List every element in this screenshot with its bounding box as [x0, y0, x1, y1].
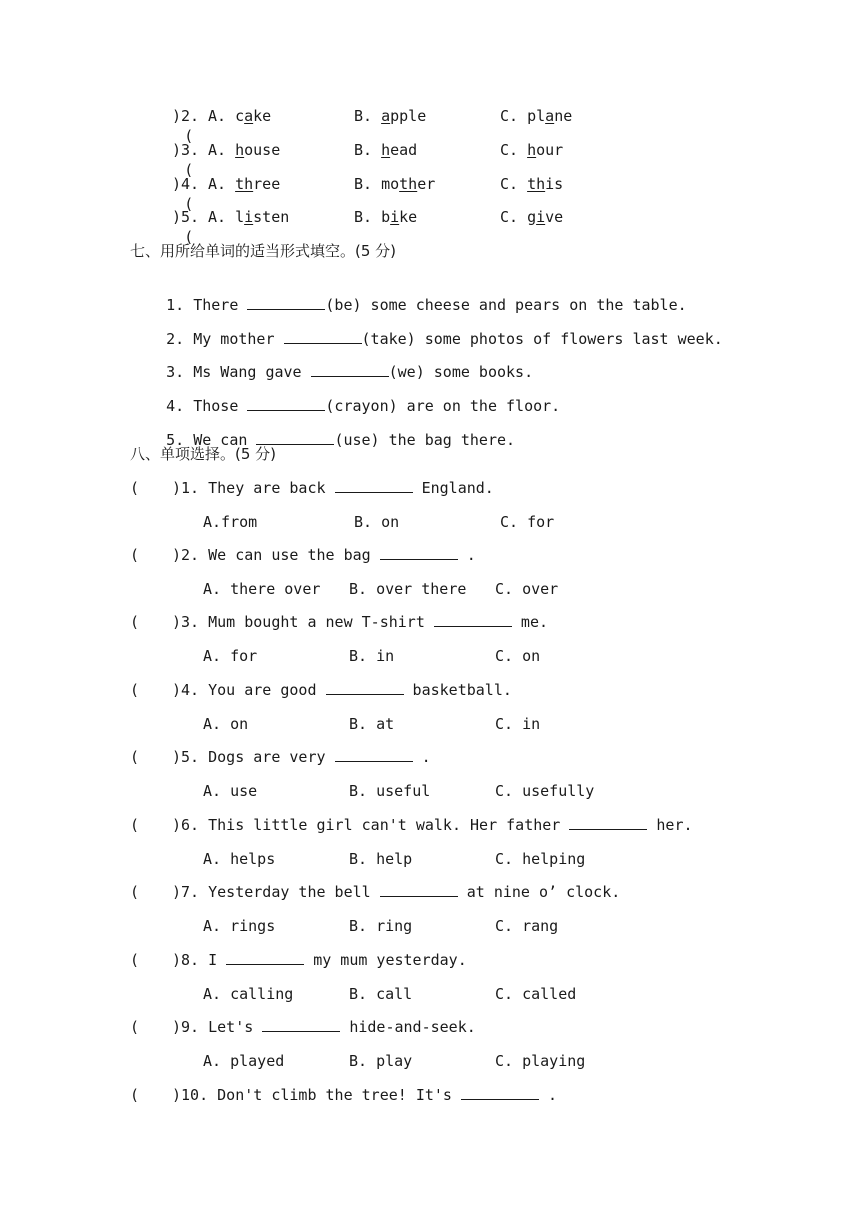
fill-text: (crayon) are on the floor.: [325, 397, 561, 415]
underlined-letters: a: [381, 107, 391, 125]
answer-blank[interactable]: [380, 882, 458, 897]
mc-question-5: [172, 747, 431, 767]
question-number: )5.: [172, 208, 200, 226]
question-text: .: [457, 546, 476, 564]
question-text: England.: [412, 479, 494, 497]
answer-blank[interactable]: [335, 478, 413, 493]
answer-paren[interactable]: (: [130, 883, 140, 901]
fill-text: 2. My mother: [166, 330, 284, 348]
question-text: Yesterday the bell: [208, 883, 380, 901]
question-number: )2.: [172, 546, 209, 564]
underlined-letters: h: [527, 141, 537, 159]
phonics-option-b: [354, 207, 417, 227]
mc-option-b[interactable]: B. ring: [349, 917, 413, 935]
answer-paren[interactable]: (: [130, 479, 140, 497]
answer-blank[interactable]: [461, 1085, 539, 1100]
word-part: ead: [390, 141, 418, 159]
fill-text: 4. Those: [166, 397, 248, 415]
phonics-row-4: [130, 174, 200, 213]
mc-option-a[interactable]: A. played: [203, 1052, 285, 1070]
question-text: her.: [647, 816, 693, 834]
word-part: l: [235, 208, 245, 226]
phonics-row-2: [130, 106, 200, 145]
fill-text: 5. We can: [166, 431, 257, 449]
mc-option-b[interactable]: B. play: [349, 1052, 413, 1070]
option-letter: C.: [500, 175, 528, 193]
underlined-letters: h: [235, 141, 245, 159]
option-letter: B.: [354, 175, 382, 193]
phonics-option-a: [208, 174, 280, 194]
answer-paren[interactable]: (: [130, 816, 140, 834]
answer-blank[interactable]: [380, 545, 458, 560]
question-number: )6.: [172, 816, 209, 834]
mc-option-b[interactable]: B. help: [349, 850, 413, 868]
mc-option-c[interactable]: C. usefully: [495, 782, 595, 800]
underlined-letters: i: [244, 208, 254, 226]
option-letter: C.: [500, 107, 528, 125]
word-part: our: [536, 141, 564, 159]
answer-blank[interactable]: [247, 295, 325, 310]
phonics-option-a: [208, 106, 271, 126]
question-text: Mum bought a new T-shirt: [208, 613, 434, 631]
fill-item-3: [130, 342, 534, 381]
phonics-option-a: [208, 140, 280, 160]
answer-paren[interactable]: (: [130, 1018, 140, 1036]
option-letter: B.: [354, 208, 382, 226]
fill-item-5: [130, 410, 516, 449]
mc-option-a[interactable]: A. there over: [203, 580, 321, 598]
mc-option-c[interactable]: C. called: [495, 985, 577, 1003]
answer-blank[interactable]: [262, 1017, 340, 1032]
mc-option-a[interactable]: A.from: [203, 513, 258, 531]
mc-option-b[interactable]: B. in: [349, 647, 395, 665]
answer-paren[interactable]: (: [130, 546, 140, 564]
underlined-letters: a: [244, 107, 254, 125]
fill-text: (take) some photos of flowers last week.: [361, 330, 723, 348]
phonics-option-c: [500, 174, 563, 194]
answer-paren[interactable]: (: [130, 613, 140, 631]
question-text: This little girl can't walk. Her father: [208, 816, 570, 834]
mc-option-c[interactable]: C. helping: [495, 850, 586, 868]
mc-option-c[interactable]: C. in: [495, 715, 541, 733]
option-letter: B.: [354, 141, 382, 159]
mc-question-7: [172, 882, 620, 902]
phonics-option-b: [354, 174, 435, 194]
option-letter: A.: [208, 175, 236, 193]
question-number: )1.: [172, 479, 209, 497]
underlined-letters: i: [390, 208, 400, 226]
word-part: ke: [253, 107, 272, 125]
question-number: )7.: [172, 883, 209, 901]
mc-option-c[interactable]: C. on: [495, 647, 541, 665]
mc-option-c[interactable]: C. rang: [495, 917, 559, 935]
question-number: )3.: [172, 141, 200, 159]
word-part: is: [545, 175, 564, 193]
mc-question-1: [172, 478, 494, 498]
fill-text: 1. There: [166, 296, 248, 314]
question-number: )2.: [172, 107, 200, 125]
answer-paren[interactable]: (: [130, 1086, 140, 1104]
phonics-option-a: [208, 207, 289, 227]
underlined-letters: th: [527, 175, 546, 193]
underlined-letters: th: [235, 175, 254, 193]
fill-item-1: [130, 275, 687, 314]
question-text: They are back: [208, 479, 335, 497]
answer-paren[interactable]: (: [184, 127, 194, 145]
mc-option-b[interactable]: B. useful: [349, 782, 431, 800]
answer-paren[interactable]: (: [184, 228, 194, 246]
word-part: ree: [253, 175, 281, 193]
mc-question-4: [172, 680, 512, 700]
underlined-letters: th: [399, 175, 418, 193]
question-text: Don't climb the tree! It's: [217, 1086, 461, 1104]
phonics-option-b: [354, 140, 417, 160]
option-letter: C.: [500, 141, 528, 159]
question-number: )3.: [172, 613, 209, 631]
option-letter: A.: [208, 107, 236, 125]
option-letter: A.: [208, 208, 236, 226]
section-8-title: 八、单项选择。(5 分): [130, 445, 277, 463]
question-number: )5.: [172, 748, 209, 766]
fill-text: (we) some books.: [388, 363, 534, 381]
mc-question-9: [172, 1017, 476, 1037]
question-text: me.: [511, 613, 549, 631]
question-text: Dogs are very: [208, 748, 335, 766]
fill-item-2: [130, 309, 723, 348]
question-number: )4.: [172, 175, 200, 193]
word-part: ve: [545, 208, 564, 226]
mc-question-2: [172, 545, 476, 565]
answer-blank[interactable]: [335, 747, 413, 762]
mc-option-b[interactable]: B. at: [349, 715, 395, 733]
answer-blank[interactable]: [434, 612, 512, 627]
question-text: basketball.: [403, 681, 512, 699]
phonics-option-c: [500, 106, 572, 126]
mc-option-a[interactable]: A. rings: [203, 917, 276, 935]
mc-option-b[interactable]: B. over there: [349, 580, 467, 598]
question-text: my mum yesterday.: [304, 951, 467, 969]
answer-blank[interactable]: [226, 950, 304, 965]
option-letter: A.: [208, 141, 236, 159]
question-text: I: [208, 951, 227, 969]
phonics-option-b: [354, 106, 426, 126]
question-text: .: [539, 1086, 558, 1104]
question-text: Let's: [208, 1018, 263, 1036]
mc-option-c[interactable]: C. playing: [495, 1052, 586, 1070]
mc-question-3: [172, 612, 548, 632]
word-part: ne: [554, 107, 573, 125]
word-part: pple: [390, 107, 427, 125]
mc-question-6: [172, 815, 693, 835]
answer-blank[interactable]: [569, 815, 647, 830]
answer-blank[interactable]: [247, 396, 325, 411]
word-part: ouse: [244, 141, 281, 159]
answer-paren[interactable]: (: [184, 195, 194, 213]
option-letter: B.: [354, 107, 382, 125]
fill-item-4: [130, 376, 561, 415]
word-part: mo: [381, 175, 400, 193]
answer-paren[interactable]: (: [130, 681, 140, 699]
word-part: er: [417, 175, 436, 193]
question-number: )9.: [172, 1018, 209, 1036]
question-number: )10.: [172, 1086, 218, 1104]
underlined-letters: a: [545, 107, 555, 125]
mc-option-a[interactable]: A. calling: [203, 985, 294, 1003]
question-number: )8.: [172, 951, 209, 969]
section-7-title: 七、用所给单词的适当形式填空。(5 分): [130, 242, 397, 260]
mc-option-a[interactable]: A. for: [203, 647, 258, 665]
mc-option-c[interactable]: C. for: [500, 513, 555, 531]
mc-option-b[interactable]: B. on: [354, 513, 400, 531]
word-part: g: [527, 208, 537, 226]
fill-text: 3. Ms Wang gave: [166, 363, 311, 381]
word-part: sten: [253, 208, 290, 226]
underlined-letters: h: [381, 141, 391, 159]
phonics-option-c: [500, 140, 563, 160]
question-text: at nine o’ clock.: [457, 883, 621, 901]
question-text: You are good: [208, 681, 326, 699]
phonics-row-3: [130, 140, 200, 179]
mc-question-8: [172, 950, 467, 970]
phonics-option-c: [500, 207, 563, 227]
answer-blank[interactable]: [256, 430, 334, 445]
option-letter: C.: [500, 208, 528, 226]
underlined-letters: i: [536, 208, 546, 226]
word-part: pl: [527, 107, 546, 125]
mc-option-b[interactable]: B. call: [349, 985, 413, 1003]
question-number: )4.: [172, 681, 209, 699]
word-part: ke: [399, 208, 418, 226]
answer-blank[interactable]: [326, 680, 404, 695]
word-part: c: [235, 107, 245, 125]
fill-text: (use) the bag there.: [334, 431, 516, 449]
mc-question-10: [172, 1085, 557, 1105]
answer-paren[interactable]: (: [184, 161, 194, 179]
question-text: We can use the bag: [208, 546, 380, 564]
answer-paren[interactable]: (: [130, 951, 140, 969]
word-part: b: [381, 208, 391, 226]
fill-text: (be) some cheese and pears on the table.: [325, 296, 687, 314]
mc-option-c[interactable]: C. over: [495, 580, 559, 598]
mc-option-a[interactable]: A. helps: [203, 850, 276, 868]
phonics-row-5: [130, 207, 200, 246]
question-text: hide-and-seek.: [340, 1018, 476, 1036]
answer-blank[interactable]: [311, 362, 389, 377]
mc-option-a[interactable]: A. use: [203, 782, 258, 800]
answer-paren[interactable]: (: [130, 748, 140, 766]
mc-option-a[interactable]: A. on: [203, 715, 249, 733]
question-text: .: [412, 748, 431, 766]
